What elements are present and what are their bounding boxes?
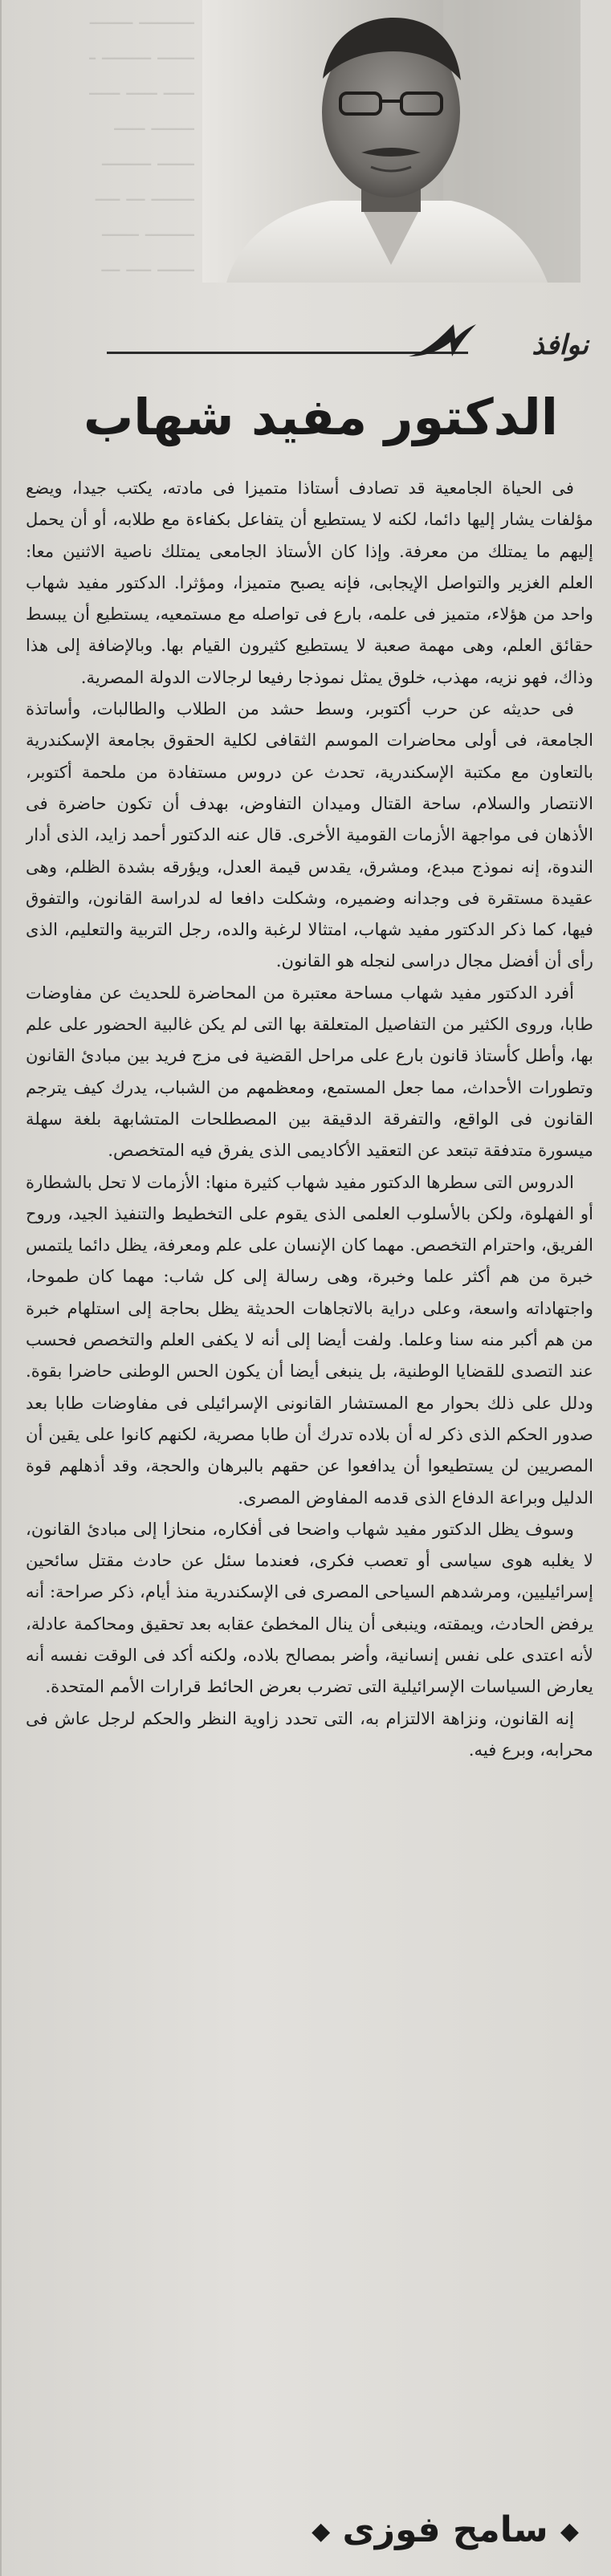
author-byline — [34, 2506, 579, 2554]
article-paragraph: فى حديثه عن حرب أكتوبر، وسط حشد من الطلاب والطالبات، وأساتذة الجامعة، فى أولى محاضرات الموسم الثقافى لكلية الحقوق بجامعة الإسكندرية بالتعاون مع مكتبة الإسكندرية، تحدث عن دروس مستفادة من ملحمة أكتوبر، الانتصار والسلام، ساحة القتال وميدان التفاوض، بهدف أن تكون حاضرة فى الأذهان فى مواجهة الأزمات القومية الأخرى. قال عنه الدكتور أحمد زايد، الذى أدار الندوة، إنه نموذج مبدع، ومشرق، يقدس قيمة العدل، ويؤرقه بشدة الظلم، وهى عقيدة مستقرة فى وجدانه وضميره، وشكلت دافعا له لدراسة القانون، والتفوق فيها، كما ذكر الدكتور مفيد شهاب، امتثالا لرغبة والده، رجل التربية والتعليم، الذى رأى أن أفضل مجال دراسى لنجله هو القانون. — [26, 698, 593, 971]
column-name: نوافذ — [532, 329, 589, 361]
diamond-icon: ◆ — [312, 2517, 331, 2545]
diamond-icon: ◆ — [560, 2517, 579, 2545]
article-paragraph: إنه القانون، ونزاهة الالتزام به، التى تحدد زاوية النظر والحكم لرجل عاش فى محرابه، وبرع فيه. — [26, 1707, 593, 1760]
brand-swoosh-icon — [405, 321, 478, 361]
author-photo — [202, 0, 580, 283]
article-body — [26, 472, 593, 2495]
article-paragraph: أفرد الدكتور مفيد شهاب مساحة معتبرة من المحاضرة للحديث عن مفاوضات طابا، وروى الكثير من التفاصيل المتعلقة بها التى لم يكن غالبية الحضور على علم بها، وأطل كأستاذ قانون بارع على مراحل القضية فى مزج فريد بين مبادئ القانون وتطورات الأحداث، مما جعل المستمع، ومعظمهم من الشباب، يدرك كيف يترجم القانون فى الواقع، والتفرقة الدقيقة بين المصطلحات المتشابهة بلغة سهلة ميسورة متدفقة تبتعد عن التعقيد الأكاديمى الذى يفرق فيه المتخصص. — [26, 982, 593, 1161]
article-paragraph: الدروس التى سطرها الدكتور مفيد شهاب كثيرة منها: الأزمات لا تحل بالشطارة أو الفهلوة، ولكن بالأسلوب العلمى الذى يقوم على التخطيط والتنفيذ الجيد، وروح الفريق، واحترام التخصص. مهما كان الإنسان على علم ومعرفة، يظل دائما يلتمس خبرة من هم أكثر علما وخبرة، وهى رسالة إلى كل شاب: مهما كان طموحا، واجتهاداته واسعة، وعلى دراية بالاتجاهات الحديثة يظل بحاجة إلى استلهام خبرة من هم أكبر منه سنا وعلما. ولفت أيضا إلى أنه لا يكفى العلم والتخصص فحسب عند التصدى للقضايا الوطنية، بل ينبغى أيضا أن يكون الحس الوطنى حاضرا بقوة. ودلل على ذلك بحوار مع المستشار القانونى الإسرائيلى فى مفاوضات طابا بعد صدور الحكم الذى ذكر له أن بلاده تدرك أن طابا مصرية، لكنهم كانوا على يقين أن المصريين لن يستطيعوا أن يدافعوا عن حقهم بالبرهان والحجة، وقد أذهلهم قوة الدليل وبراعة الدفاع الذى قدمه المفاوض المصرى. — [26, 1171, 593, 1508]
article-paragraph: فى الحياة الجامعية قد تصادف أستاذا متميزا فى مادته، يكتب جيدا، ويضع مؤلفات يشار إليها دائما، لكنه لا يستطيع أن يتفاعل بكفاءة مع طلابه، أو أن يحمل إليهم ما يمتلك من معرفة. وإذا كان الأستاذ الجامعى يمتلك ناصية الاثنين معا: العلم الغزير والتواصل الإيجابى، فإنه يصبح متميزا، ومؤثرا. الدكتور مفيد شهاب واحد من هؤلاء، متميز فى علمه، بارع فى تواصله مع مستمعيه، يستطيع أن يبسط حقائق العلم، وهى مهمة صعبة لا يستطيع كثيرون القيام بها. وبالإضافة إلى هذا وذاك، فهو نزيه، مهذب، خلوق يمثل نموذجا رفيعا لرجالات الدولة المصرية. — [26, 478, 593, 687]
column-brand — [107, 315, 589, 371]
author-portrait-image — [202, 0, 580, 283]
article-paragraph: وسوف يظل الدكتور مفيد شهاب واضحا فى أفكاره، منحازا إلى مبادئ القانون، لا يغلبه هوى سياسى أو تعصب فكرى، فعندما سئل عن حادث مقتل سائحين إسرائيليين، ومرشدهم السياحى المصرى فى الإسكندرية منذ أيام، ذكر صراحة: أنه يرفض الحادث، ويمقته، وينبغى أن ينال المخطئ عقابه بعد تحقيق ومحاكمة عادلة، لأنه اعتدى على نفس إنسانية، وأضر بمصالح بلاده، ولكنه أكد فى الوقت نفسه أنه يعارض السياسات الإسرائيلية التى تضرب بعرض الحائط قرارات الأمم المتحدة. — [26, 1518, 593, 1697]
author-name: سامح فوزى — [342, 2509, 548, 2550]
adjacent-column-bleed: ـــــــــ ـــــــ ــــــ ــــــــ ـ ـــــ ـــــ ـــــ ـــــــ ـــــ ــــــ ــــــــ ـــــــ ـــ ــــ ــــــــ ــــــ ــــــ ــــ ـــ — [89, 6, 194, 277]
article-headline: الدكتور مفيد شهاب — [83, 388, 559, 446]
